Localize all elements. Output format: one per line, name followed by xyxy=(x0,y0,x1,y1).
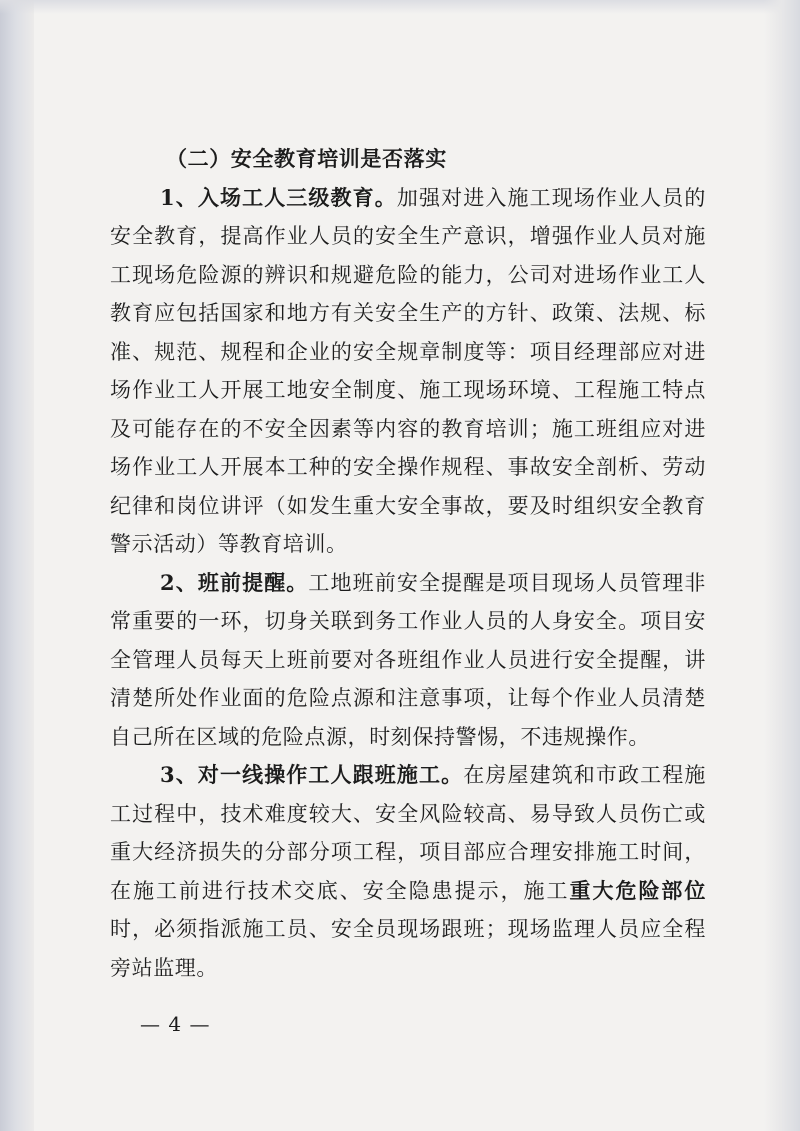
scan-shadow-top xyxy=(0,0,800,14)
section-heading: （二）安全教育培训是否落实 xyxy=(166,146,447,171)
paragraph-lead: 2、班前提醒。 xyxy=(160,569,309,595)
document-page xyxy=(110,140,706,987)
paragraph-shift-following xyxy=(110,756,706,987)
paragraph-lead: 3、对一线操作工人跟班施工。 xyxy=(160,762,464,787)
page-number: — 4 — xyxy=(140,1012,211,1036)
paragraph-body: 在房屋建筑和市政工程施工过程中，技术难度较大、安全风险较高、易导致人员伤亡或重大经济损失的分部分项工程，项目部应合理安排施工时间，在施工前进行技术交底、安全隐患提示，施工 xyxy=(110,763,706,903)
paragraph-entry-education xyxy=(110,179,706,564)
scan-shadow-right xyxy=(764,0,800,1131)
paragraph-body-end: 时，必须指派施工员、安全员现场跟班；现场监理人员应全程旁站监理。 xyxy=(110,917,706,980)
paragraph-body: 加强对进入施工现场作业人员的安全教育，提高作业人员的安全生产意识，增强作业人员对施工现场危险源的辨识和规避危险的能力，公司对进场作业工人教育应包括国家和地方有关安全生产的方针、政策、法规、标准、规范、规程和企业的安全规章制度等：项目经理部应对进场作业工人开展工地安全制度、施工现场环境、工程施工特点及可能存在的不安全因素等内容的教育培训；施工班组应对进场作业工人开展本工种的安全操作规程、事故安全剖析、劳动纪律和岗位讲评（如发生重大安全事故，要及时组织安全教育警示活动）等教育培训。 xyxy=(110,185,706,556)
paragraph-body: 工地班前安全提醒是项目现场人员管理非常重要的一环，切身关联到务工作业人员的人身安全。项目安全管理人员每天上班前要对各班组作业人员进行安全提醒，讲清楚所处作业面的危险点源和注意事项，让每个作业人员清楚自己所在区域的危险点源，时刻保持警惕，不违规操作。 xyxy=(110,570,706,749)
paragraph-emphasis: 重大危险部位 xyxy=(569,877,706,903)
paragraph-pre-shift-reminder xyxy=(110,564,706,757)
scan-shadow-left xyxy=(0,0,34,1131)
paragraph-lead: 1、入场工人三级教育。 xyxy=(160,184,397,210)
